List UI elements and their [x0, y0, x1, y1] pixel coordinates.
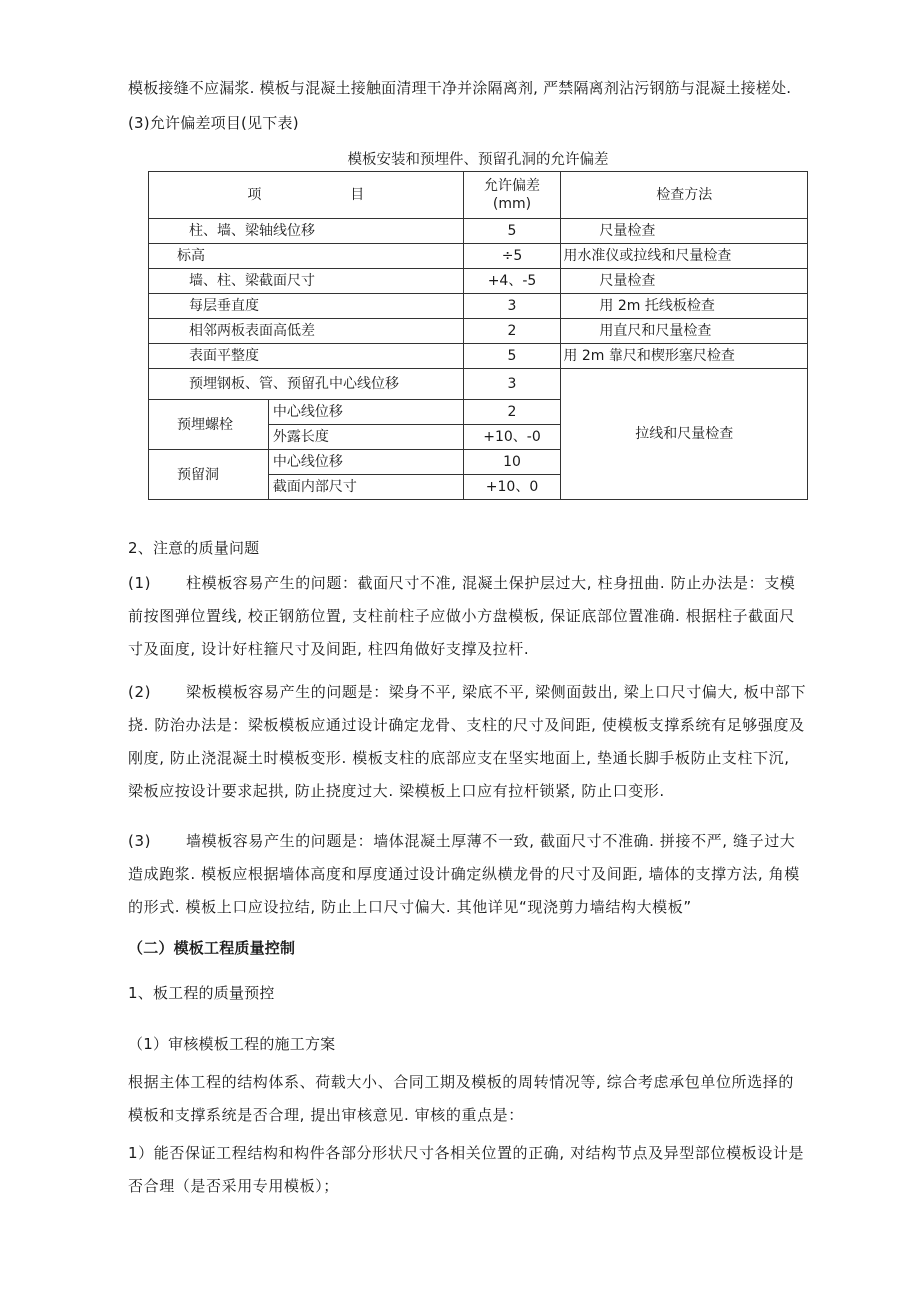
row-method: 用 2m 靠尺和楔形塞尺检查 — [561, 344, 808, 369]
row-method: 用直尺和尺量检查 — [561, 319, 808, 344]
row-method: 尺量检查 — [561, 219, 808, 244]
review-paragraph: 根据主体工程的结构体系、荷载大小、合同工期及模板的周转情况等, 综合考虑承包单位所选择的模板和支撑系统是否合理, 提出审核意见. 审核的重点是： — [128, 1073, 794, 1124]
row-sub-item: 截面内部尺寸 — [268, 475, 463, 500]
row-sub-item: 中心线位移 — [268, 400, 463, 425]
quality-item-1-text: 柱模板容易产生的问题：截面尺寸不准, 混凝土保护层过大, 柱身扭曲. 防止办法是：支模前按图弹位置线, 校正钢筋位置, 支柱前柱子应做小方盘模板, 保证底部位置准确. 根据柱子截面尺寸及面度, 设计好柱箍尺寸及间距, 柱四角做好支撑及拉杆. — [128, 574, 796, 658]
table-row — [149, 344, 808, 369]
quality-item-3-num: (3) — [128, 832, 152, 850]
row-method: 尺量检查 — [561, 269, 808, 294]
header-tolerance — [463, 172, 561, 219]
row-tolerance: 2 — [463, 400, 561, 425]
row-tolerance: +10、0 — [463, 475, 561, 500]
part2-title: （二）模板工程质量控制 — [128, 939, 296, 957]
bolt-group: 预埋螺栓 — [149, 400, 269, 450]
quality-title: 2、注意的质量问题 — [128, 539, 260, 557]
quality-item-3-text: 墙模板容易产生的问题是：墙体混凝土厚薄不一致, 截面尺寸不准确. 拼接不严, 缝子过大造成跑浆. 模板应根据墙体高度和厚度通过设计确定纵横龙骨的尺寸及间距, 墙体的支撑方法, 角模的形式. 模板上口应设拉结, 防止上口尺寸偏大. 其他详见“现浇剪力墙结构大模板” — [128, 832, 800, 916]
row-tolerance: 2 — [463, 319, 561, 344]
header-tolerance-1: 允许偏差 — [484, 178, 540, 194]
row-tolerance: 3 — [463, 369, 561, 400]
header-item-2: 目 — [350, 187, 365, 203]
table-row — [149, 269, 808, 294]
row-item: 预埋钢板、管、预留孔中心线位移 — [149, 369, 464, 400]
table-row — [149, 219, 808, 244]
tolerance-table — [148, 171, 808, 500]
review-point-1: 1）能否保证工程结构和构件各部分形状尺寸各相关位置的正确, 对结构节点及异型部位模板设计是否合理（是否采用专用模板）； — [128, 1144, 805, 1195]
row-sub-item: 中心线位移 — [268, 450, 463, 475]
row-method: 用 2m 托线板检查 — [561, 294, 808, 319]
header-method: 检查方法 — [561, 172, 808, 219]
row-tolerance: +10、-0 — [463, 425, 561, 450]
row-item: 每层垂直度 — [149, 294, 464, 319]
hole-group: 预留洞 — [149, 450, 269, 500]
quality-item-2-num: (2) — [128, 683, 152, 701]
review-title: （1）审核模板工程的施工方案 — [128, 1035, 336, 1053]
quality-item-2 — [128, 676, 808, 808]
intro-line: 模板接缝不应漏浆. 模板与混凝土接触面清理干净并涂隔离剂, 严禁隔离剂沾污钢筋与混凝土接槎处. — [128, 79, 792, 97]
row-tolerance: 3 — [463, 294, 561, 319]
row-tolerance: 5 — [463, 219, 561, 244]
table-row — [149, 319, 808, 344]
table-row — [149, 294, 808, 319]
table-header-row — [149, 172, 808, 219]
row-tolerance: ÷5 — [463, 244, 561, 269]
table-row — [149, 244, 808, 269]
part2-subtitle: 1、板工程的质量预控 — [128, 984, 275, 1002]
row-item: 柱、墙、梁轴线位移 — [149, 219, 464, 244]
row-tolerance: 10 — [463, 450, 561, 475]
quality-item-1-num: (1) — [128, 574, 152, 592]
header-item-1: 项 — [247, 187, 262, 203]
header-item — [149, 172, 464, 219]
row-item: 标高 — [149, 244, 464, 269]
quality-item-2-text: 梁板模板容易产生的问题是：梁身不平, 梁底不平, 梁侧面鼓出, 梁上口尺寸偏大, 板中部下挠. 防治办法是：梁板模板应通过设计确定龙骨、支柱的尺寸及间距, 使模板支撑系统有足够强度及刚度, 防止浇混凝土时模板变形. 模板支柱的底部应支在坚实地面上, 垫通长脚手板防止支柱下沉, 梁板应按设计要求起拱, 防止挠度过大. 梁模板上口应有拉杆锁紧, 防止口变形. — [128, 683, 807, 800]
quality-item-3 — [128, 825, 808, 924]
quality-item-1 — [128, 567, 808, 666]
row-item: 表面平整度 — [149, 344, 464, 369]
row-sub-item: 外露长度 — [268, 425, 463, 450]
row-tolerance: +4、-5 — [463, 269, 561, 294]
table-caption: 模板安装和预埋件、预留孔洞的允许偏差 — [347, 152, 609, 168]
section-3-title: (3)允许偏差项目(见下表) — [128, 114, 299, 132]
merged-method-cell: 拉线和尺量检查 — [561, 369, 808, 500]
row-method: 用水准仪或拉线和尺量检查 — [561, 244, 808, 269]
header-tolerance-2: (mm) — [492, 196, 532, 212]
row-item: 相邻两板表面高低差 — [149, 319, 464, 344]
row-tolerance: 5 — [463, 344, 561, 369]
row-item: 墙、柱、梁截面尺寸 — [149, 269, 464, 294]
table-row — [149, 369, 808, 400]
